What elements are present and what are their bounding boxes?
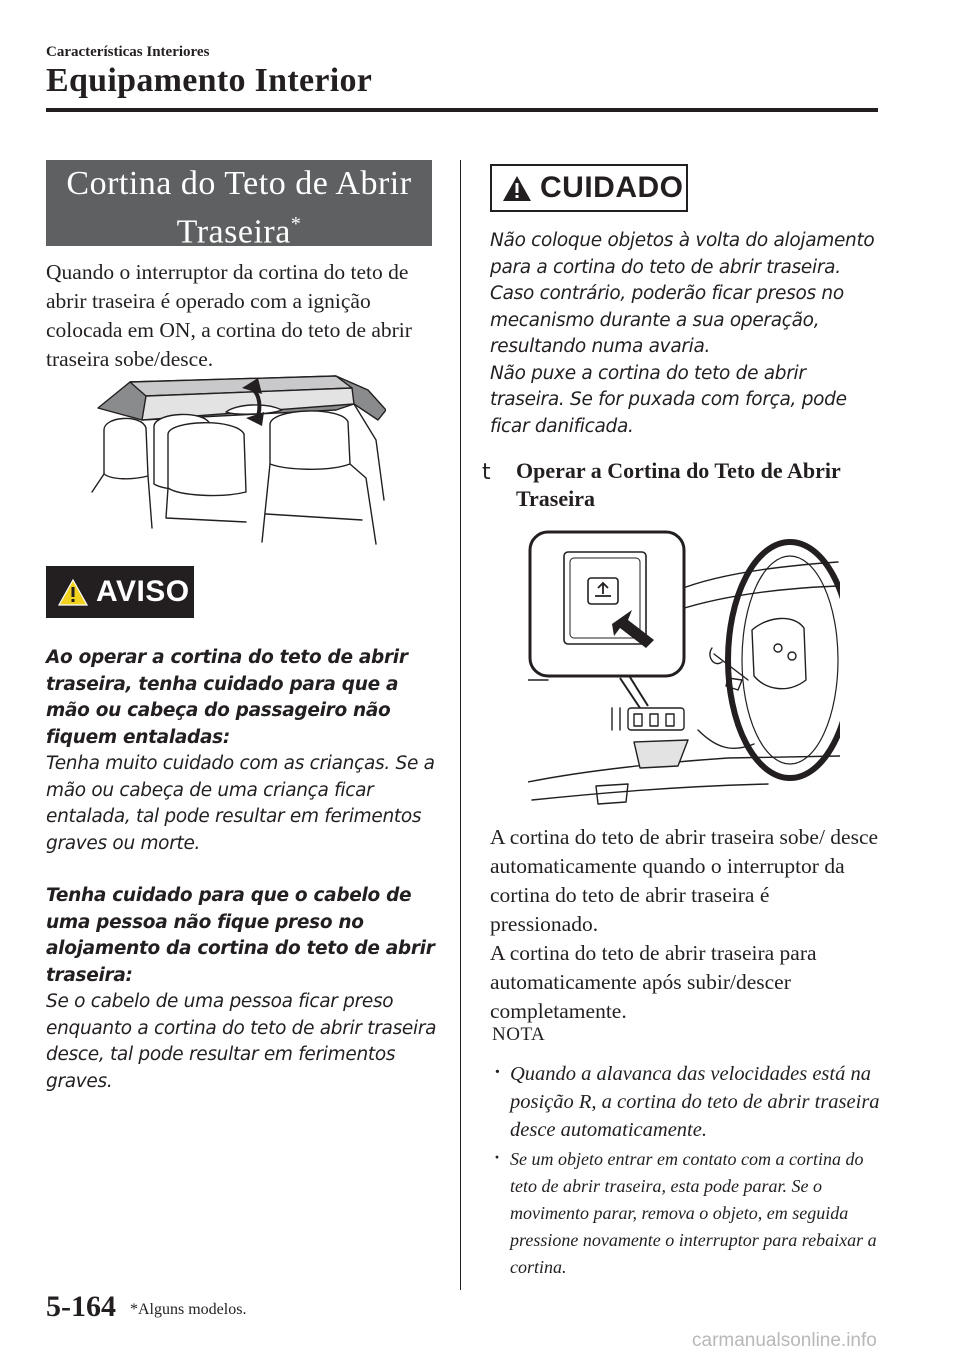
footnote: *Alguns modelos. — [130, 1301, 247, 1318]
cuidado-text — [490, 228, 880, 440]
nota-item: · Se um objeto entrar em contato com a cortina do teto de abrir traseira, esta pode parar. Se o movimento parar, remova o objeto, em seguida pressione novamente o interruptor para rebaixar a cortina. — [492, 1146, 880, 1281]
operation-heading: Operar a Cortina do Teto de Abrir Traseira — [516, 458, 841, 511]
section-title — [46, 160, 432, 251]
nota-item: · Quando a alavanca das velocidades está na posição R, a cortina do teto de abrir traseira desce automaticamente. — [492, 1060, 880, 1144]
operation-text — [490, 823, 880, 1026]
aviso-p2-heading: Tenha cuidado para que o cabelo de uma pessoa não fique preso no alojamento da cortina do teto de abrir traseira: — [46, 885, 435, 986]
cuidado-text-2: Não puxe a cortina do teto de abrir traseira. Se for puxada com força, pode ficar danificada. — [490, 362, 847, 437]
aviso-text — [46, 645, 438, 1095]
optional-mark: * — [290, 213, 302, 235]
column-divider — [460, 160, 461, 1290]
operation-p2: A cortina do teto de abrir traseira para automaticamente após subir/descer completamente. — [490, 941, 817, 1023]
aviso-p1-body: Tenha muito cuidado com as crianças. Se a mão ou cabeça de uma criança ficar entalada, tal pode resultar em ferimentos graves ou morte. — [46, 753, 435, 854]
section-title-line1: Cortina do Teto de Abrir — [66, 165, 412, 202]
header-rule — [46, 108, 878, 112]
section-label: Características Interiores — [46, 44, 210, 60]
cuidado-badge — [490, 164, 688, 212]
intro-paragraph: Quando o interruptor da cortina do teto de abrir traseira é operado com a ignição colocada em ON, a cortina do teto de abrir traseira sobe/desce. — [46, 260, 412, 371]
chapter-title: Equipamento Interior — [46, 62, 373, 99]
nota-label: NOTA — [492, 1024, 546, 1045]
switch-location-illustration — [528, 530, 840, 812]
watermark: carmanualsonline.info — [692, 1330, 877, 1351]
aviso-p2-body: Se o cabelo de uma pessoa ficar preso enquanto a cortina do teto de abrir traseira desce, tal pode resultar em ferimentos graves. — [46, 991, 437, 1092]
cuidado-label: CUIDADO — [540, 171, 684, 204]
aviso-p1-heading: Ao operar a cortina do teto de abrir traseira, tenha cuidado para que a mão ou cabeça do passageiro não fiquem entaladas: — [46, 647, 408, 748]
operation-p1: A cortina do teto de abrir traseira sobe/ desce automaticamente quando o interruptor da cortina do teto de abrir traseira é pressionado. — [490, 825, 879, 936]
aviso-badge — [46, 566, 194, 618]
page-number: 5-164 — [46, 1290, 116, 1323]
cuidado-text-1: Não coloque objetos à volta do alojamento para a cortina do teto de abrir traseira. Caso contrário, poderão ficar presos no mecanismo durante a sua operação, resultando numa avaria. — [490, 230, 875, 357]
section-bullet: t — [482, 460, 491, 485]
rear-shade-illustration — [86, 368, 386, 546]
nota-list — [492, 1060, 880, 1281]
aviso-label: AVISO — [96, 575, 190, 608]
section-title-line2: Traseira — [176, 213, 291, 251]
warning-triangle-icon — [502, 175, 532, 202]
warning-triangle-icon — [58, 579, 88, 606]
